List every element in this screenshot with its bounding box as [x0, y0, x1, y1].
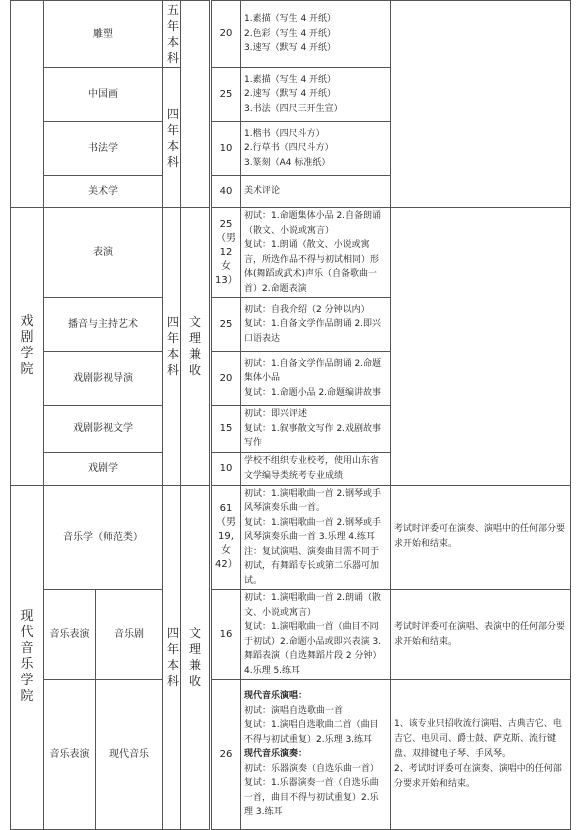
count-cell: 40: [211, 176, 241, 208]
requirement-line: 复试：1.演唱歌曲一首 2.钢琴或手风琴演奏乐曲一首 3.乐理 4.练耳: [244, 517, 382, 542]
category-text: 文理兼收: [188, 315, 201, 378]
major-cell: 戏剧学: [44, 452, 163, 485]
count-line: （男 12: [216, 232, 236, 258]
duration-cell: [163, 1, 181, 68]
count-cell: 20: [211, 1, 241, 68]
table-row: [11, 208, 571, 298]
notes-cell-empty: [391, 208, 571, 486]
category-cell-empty: [181, 1, 211, 208]
count-line: 20: [219, 372, 233, 384]
count-line: 15: [219, 422, 233, 434]
notes-cell: [391, 590, 571, 680]
note-line: 考试时评委可在演唱、表演中的任何部分要求开始和结束。: [394, 621, 566, 647]
duration-cell: [163, 68, 181, 208]
direction-cell: 音乐剧: [96, 590, 163, 680]
requirement-line: 初试：即兴评述: [244, 409, 308, 419]
requirement-line: 1.素描（写生 4 开纸）: [244, 14, 337, 25]
major-cell: 音乐学（师范类）: [44, 485, 163, 590]
count-line: 25: [219, 218, 233, 230]
requirements-cell: [241, 452, 391, 485]
count-cell: [211, 590, 241, 680]
major-cell: 戏剧影视导演: [44, 352, 163, 406]
count-cell: 25: [211, 68, 241, 122]
count-cell: [211, 208, 241, 298]
requirement-line: 初试：演唱自选歌曲一首: [244, 705, 344, 716]
duration-cell: [163, 485, 181, 830]
duration-text: 四年本科: [166, 106, 179, 169]
note-line: 2、考试时评委可在演奏、演唱中的任何部分要求开始和结束。: [394, 764, 562, 789]
major-cell: 播音与主持艺术: [44, 298, 163, 352]
table-row: [11, 680, 571, 830]
count-line: 26: [219, 748, 233, 760]
admission-table: [10, 0, 571, 830]
college-cell-empty: [11, 1, 44, 208]
major-cell: 戏剧影视文学: [44, 406, 163, 453]
requirement-line: 3.篆刻（A4 标准纸）: [244, 157, 331, 168]
college-name: 现代音乐学院: [20, 609, 34, 705]
category-cell: [181, 208, 211, 486]
table-row: [11, 485, 571, 590]
section-title: 现代音乐演奏：: [244, 749, 308, 760]
requirement-line: 初试：1.演唱歌曲一首 2.钢琴或手风琴演奏乐曲一首。: [244, 488, 382, 513]
major-cell: 音乐表演: [44, 680, 96, 830]
requirement-line: 复试：1.演唱歌曲一首（曲目不同于初试）2.命题小品或即兴表演 3.舞蹈表演（自选舞蹈片段 2 分钟） 4.乐理 5.练耳: [244, 622, 382, 676]
requirements-cell: [241, 590, 391, 680]
count-cell: [211, 485, 241, 590]
count-line: 10: [219, 462, 233, 474]
notes-cell: [391, 485, 571, 590]
requirement-line: 初试：乐器演奏（自选乐曲一首）: [244, 763, 380, 774]
requirements-cell: [241, 176, 391, 208]
requirement-line: 1.楷书（四尺斗方）: [244, 128, 325, 139]
requirements-cell: [241, 68, 391, 122]
count-line: 25: [219, 318, 233, 330]
requirements-cell: [241, 1, 391, 68]
requirement-line: 初试：1.演唱歌曲一首 2.朗诵（散文、小说或寓言）: [244, 593, 382, 618]
requirement-line: 2.行草书（四尺斗方）: [244, 143, 334, 154]
duration-text: 四年本科: [166, 626, 179, 689]
count-cell: 10: [211, 122, 241, 176]
duration-cell: [163, 208, 181, 486]
count-line: 16: [219, 628, 233, 640]
count-cell: [211, 452, 241, 485]
count-cell: [211, 406, 241, 453]
college-cell: [11, 208, 44, 486]
requirements-cell: [241, 406, 391, 453]
count-line: 61: [219, 503, 233, 515]
requirement-line: 复试：1.演唱自选歌曲二首（曲目不得与初试重复）2.乐理 3.练耳: [244, 720, 379, 745]
requirement-line: 2.色彩（写生 4 开纸）: [244, 28, 337, 39]
requirements-cell: [241, 208, 391, 298]
requirement-line: 初试：自我介绍（2 分钟以内）: [244, 304, 370, 315]
requirement-line: 美术评论: [244, 186, 281, 197]
category-text: 文理兼收: [188, 626, 201, 689]
table-row: [11, 1, 571, 68]
college-name: 戏剧学院: [20, 314, 34, 378]
direction-cell: 现代音乐: [96, 680, 163, 830]
requirements-cell: [241, 680, 391, 830]
notes-cell-empty: [391, 1, 571, 208]
requirements-cell: [241, 485, 391, 590]
requirement-line: 复试：1.乐器演奏一首（自选乐曲一首，曲目不得与初试重复）2.乐理 3.练耳: [244, 778, 379, 818]
requirement-line: 注：复试演唱、演奏曲目需不同于初试，有舞蹈专长或第二乐器可加试。: [244, 546, 380, 586]
requirement-line: 复试：1.自备文学作品朗诵 2.即兴口语表达: [244, 319, 382, 344]
major-cell: 表演: [44, 208, 163, 298]
count-line: 女 42）: [215, 545, 238, 571]
count-cell: [211, 352, 241, 406]
duration-text: 四年本科: [166, 315, 179, 378]
major-cell: 书法学: [44, 122, 163, 176]
major-cell: 雕塑: [44, 1, 163, 68]
count-cell: [211, 298, 241, 352]
note-line: 考试时评委可在演奏、演唱中的任何部分要求开始和结束。: [394, 524, 566, 550]
college-cell: [11, 485, 44, 830]
requirement-line: 初试：1.自备文学作品朗诵 2.命题集体小品: [244, 358, 382, 384]
requirement-line: 学校不组织专业校考，使用山东省文学编导类统考专业成绩: [244, 456, 380, 481]
requirement-line: 复试：1.命题小品 2.命题编讲故事: [244, 387, 382, 398]
major-cell: 音乐表演: [44, 590, 96, 680]
requirement-line: 3.书法（四尺三开生宣）: [244, 103, 343, 114]
major-cell: 美术学: [44, 176, 163, 208]
requirement-line: 初试：1.命题集体小品 2.自备朗诵（散文、小说或寓言）: [244, 211, 382, 236]
duration-text: 五年本科: [166, 3, 179, 65]
requirements-cell: [241, 298, 391, 352]
requirements-cell: [241, 122, 391, 176]
requirement-line: 复试：1.朗诵（散文、小说或寓言，所选作品不得与初试相同）形体(舞蹈或武术)声乐（自备歌曲一首）2.命题表演: [244, 240, 380, 294]
category-cell: [181, 485, 211, 830]
requirement-line: 3.速写（默写 4 开纸）: [244, 43, 337, 54]
requirement-line: 复试：1.叙事散文写作 2.戏剧故事写作: [244, 423, 382, 448]
note-line: 1、该专业只招收流行演唱、古典吉它、电吉它、电贝司、爵士鼓、萨克斯、流行键盘、双排键电子琴、手风琴。: [394, 719, 562, 759]
notes-cell: [391, 680, 571, 830]
requirement-line: 2.速写（默写 4 开纸）: [244, 89, 337, 100]
requirement-line: 1.素描（写生 4 开纸）: [244, 74, 337, 85]
count-cell: [211, 680, 241, 830]
requirements-cell: [241, 352, 391, 406]
count-line: （男 19,: [216, 517, 236, 543]
table-row: [11, 590, 571, 680]
count-line: 女 13）: [215, 260, 238, 286]
section-title: 现代音乐演唱：: [244, 691, 308, 702]
major-cell: 中国画: [44, 68, 163, 122]
